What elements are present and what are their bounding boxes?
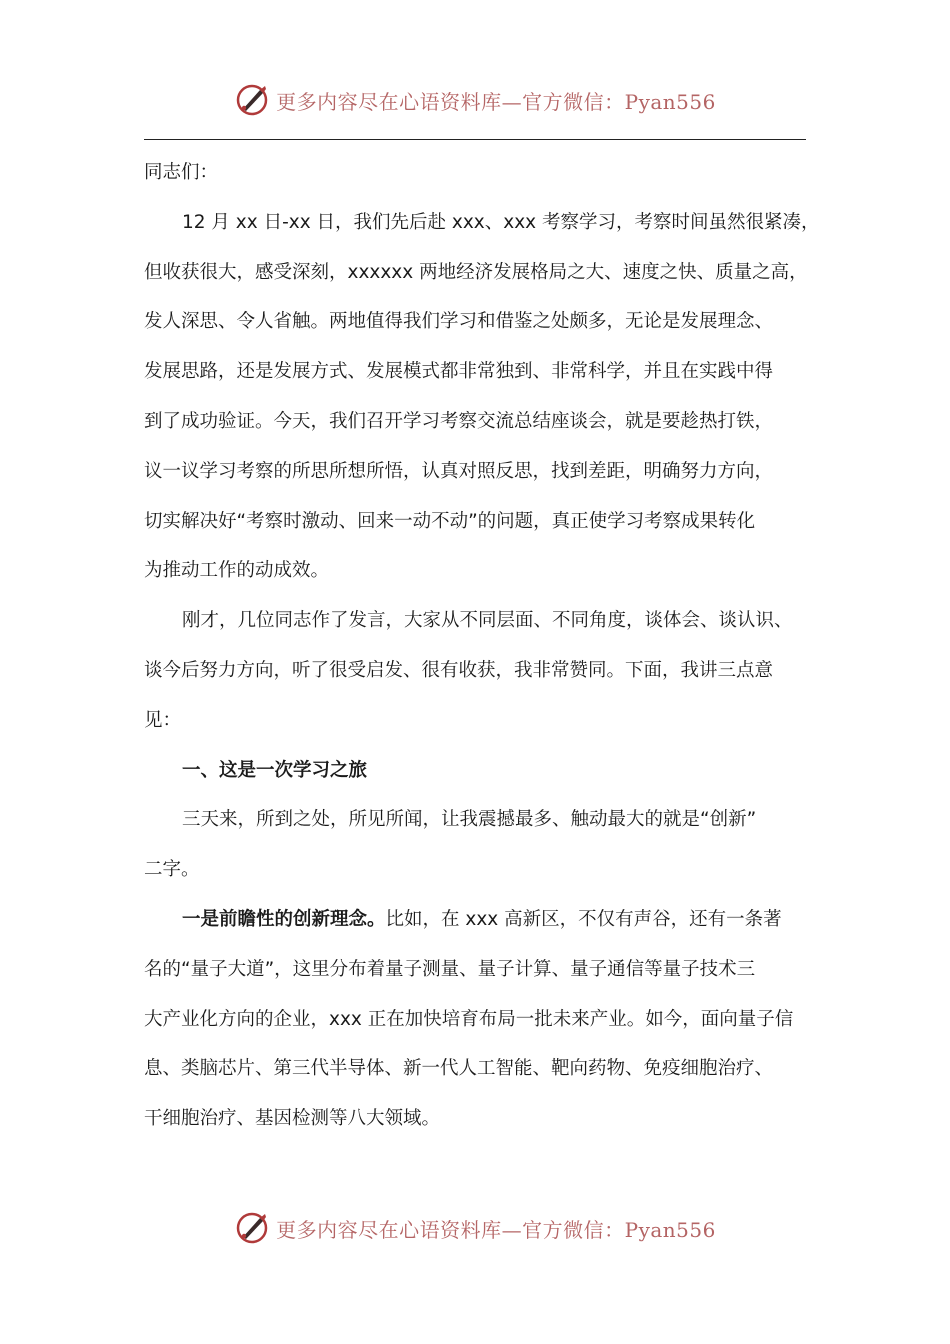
footer-banner [0,1210,950,1246]
paragraph-line [144,895,809,945]
paragraph-line: 为推动工作的动成效。 [144,560,330,582]
paragraph-text: 比如，在 xxx 高新区，不仅有声谷，还有一条著 [385,908,782,930]
writing-quill-logo-icon [234,1210,270,1246]
header-divider [144,139,806,140]
paragraph-line: 12 月 xx 日-xx 日，我们先后赴 xxx、xxx 考察学习，考察时间虽然很紧凑， [182,211,820,233]
footer-banner-text: 更多内容尽在心语资料库—官方微信：Pyan556 [276,1217,716,1242]
section-heading: 一、这是一次学习之旅 [182,759,368,781]
document-body [144,148,820,1144]
writing-quill-logo-icon [234,82,270,118]
paragraph-line: 发人深思、令人省触。两地值得我们学习和借鉴之处颇多，无论是发展理念、 [144,311,774,333]
paragraph-line: 二字。 [144,859,200,881]
paragraph-line: 谈今后努力方向，听了很受启发、很有收获，我非常赞同。下面，我讲三点意 [144,659,774,681]
paragraph-line: 切实解决好“考察时激动、回来一动不动”的问题，真正使学习考察成果转化 [144,510,756,532]
paragraph-line: 见： [144,709,182,731]
paragraph-line: 发展思路，还是发展方式、发展模式都非常独到、非常科学，并且在实践中得 [144,361,774,383]
paragraph-line: 到了成功验证。今天，我们召开学习考察交流总结座谈会，就是要趁热打铁， [144,410,774,432]
paragraph-line: 但收获很大，感受深刻，xxxxxx 两地经济发展格局之大、速度之快、质量之高， [144,261,808,283]
header-banner [0,82,950,118]
paragraph-line: 息、类脑芯片、第三代半导体、新一代人工智能、靶向药物、免疫细胞治疗、 [144,1058,774,1080]
paragraph-line: 大产业化方向的企业，xxx 正在加快培育布局一批未来产业。如今，面向量子信 [144,1008,794,1030]
paragraph-line: 三天来，所到之处，所见所闻，让我震撼最多、触动最大的就是“创新” [182,809,757,831]
header-banner-text: 更多内容尽在心语资料库—官方微信：Pyan556 [276,89,716,114]
salutation: 同志们： [144,162,219,183]
paragraph-line: 干细胞治疗、基因检测等八大领域。 [144,1108,441,1130]
paragraph-line: 议一议学习考察的所思所想所悟，认真对照反思，找到差距，明确努力方向， [144,460,774,482]
footer-banner-inner [234,1210,716,1246]
paragraph-line: 刚才，几位同志作了发言，大家从不同层面、不同角度，谈体会、谈认识、 [182,610,793,632]
paragraph-line: 名的“量子大道”，这里分布着量子测量、量子计算、量子通信等量子技术三 [144,958,756,980]
header-banner-inner [234,82,716,118]
subheading-inline: 一是前瞻性的创新理念。 [182,908,386,930]
